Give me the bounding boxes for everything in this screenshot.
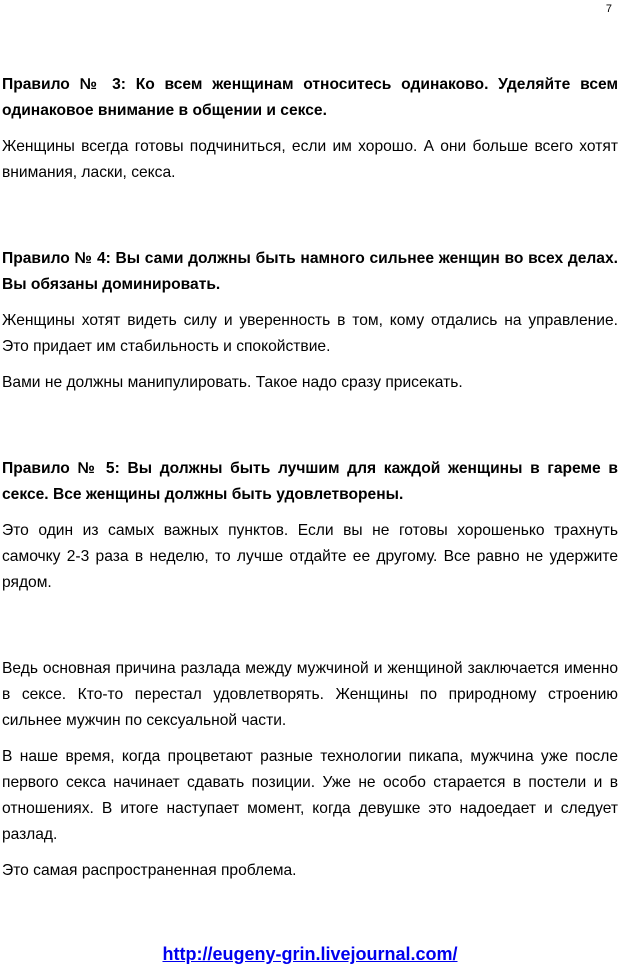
footer-link[interactable]: http://eugeny-grin.livejournal.com/: [162, 944, 458, 964]
page-footer: [0, 942, 620, 966]
paragraph: Вами не должны манипулировать. Такое надо сразу присекать.: [2, 374, 463, 391]
paragraph: В наше время, когда процветают разные технологии пикапа, мужчина уже после первого секса начинает сдавать позиции. Уже не особо старается в постели и в отношениях. В итоге наступает момент, когда девушке это надоедает и следует разлад.: [2, 748, 618, 843]
rule-5-heading: Правило № 5: Вы должны быть лучшим для каждой женщины в гареме в сексе. Все женщины должны быть удовлетворены.: [2, 460, 618, 503]
paragraph: Женщины всегда готовы подчиниться, если им хорошо. А они больше всего хотят внимания, ласки, секса.: [2, 138, 618, 181]
page-content: [2, 72, 618, 884]
paragraph: Женщины хотят видеть силу и уверенность в том, кому отдались на управление. Это придает им стабильность и спокойствие.: [2, 312, 618, 355]
page-number: 7: [605, 3, 612, 15]
rule-3-heading: Правило № 3: Ко всем женщинам относитесь одинаково. Уделяйте всем одинаковое внимание в общении и сексе.: [2, 76, 618, 119]
paragraph: Ведь основная причина разлада между мужчиной и женщиной заключается именно в сексе. Кто-то перестал удовлетворять. Женщины по природному строению сильнее мужчин по сексуальной части.: [2, 660, 618, 729]
paragraph: Это самая распространенная проблема.: [2, 862, 297, 879]
rule-4-heading: Правило № 4: Вы сами должны быть намного сильнее женщин во всех делах. Вы обязаны доминировать.: [2, 250, 618, 293]
paragraph: Это один из самых важных пунктов. Если вы не готовы хорошенько трахнуть самочку 2-3 раза в неделю, то лучше отдайте ее другому. Все равно не удержите рядом.: [2, 522, 618, 591]
